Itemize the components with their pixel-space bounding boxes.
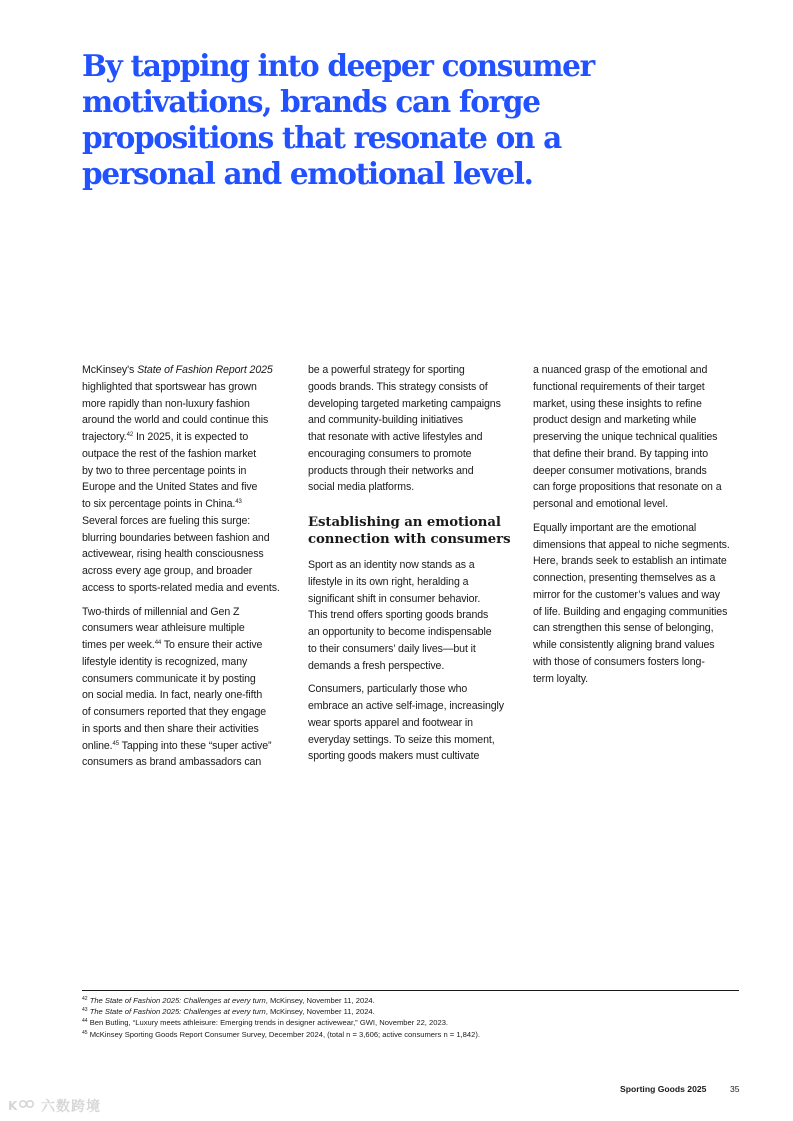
text-line: by two to three percentage points in [82,464,247,477]
text-line: to their consumers’ daily lives—but it [308,642,476,655]
text-line: deeper consumer motivations, brands [533,464,707,477]
paragraph [308,557,520,674]
text-line: consumers communicate it by posting [82,672,256,685]
pull-quote-headline [82,48,594,192]
paragraph [82,362,294,597]
footnote-divider [82,990,739,991]
text-line [82,738,294,755]
text-span: McKinsey's [82,364,138,376]
text-line: lifestyle identity is recognized, many [82,655,248,668]
svg-text:K: K [8,1099,18,1113]
text-span: In 2025, it is expected to [133,431,249,443]
text-line: that define their brand. By tapping into [533,447,709,460]
text-line: with those of consumers fosters long- [533,655,705,668]
text-line: blurring boundaries between fashion and [82,531,270,544]
text-line: significant shift in consumer behavior. [308,592,481,605]
text-line: demands a fresh perspective. [308,659,445,672]
footnote [82,1006,480,1017]
text-line: more rapidly than non-luxury fashion [82,397,250,410]
text-line: market, using these insights to refine [533,397,702,410]
text-line: Several forces are fueling this surge: [82,514,251,527]
subheading-line: Establishing an emotional [308,515,501,530]
text-line: functional requirements of their target [533,380,705,393]
paragraph [533,520,745,688]
text-line: across every age group, and broader [82,565,253,577]
text-line: encouraging consumers to promote [308,447,472,460]
text-line: Sport as an identity now stands as a [308,559,475,571]
text-line: outpace the rest of the fashion market [82,447,257,460]
footnote-text: Ben Butling, “Luxury meets athleisure: Emerging trends in designer activewear,” GWI, November 22, 2023. [89,1018,449,1028]
footnotes [82,995,480,1040]
text-line: Here, brands seek to establish an intimate [533,555,727,568]
subheading-line: connection with consumers [308,532,511,547]
text-line: Europe and the United States and five [82,481,258,494]
footnote-text: McKinsey Sporting Goods Report Consumer Survey, December 2024, (total n = 3,606; active consumers n = 1,842). [89,1029,480,1039]
paragraph [82,604,294,772]
paragraph [308,681,520,765]
text-line: in sports and then share their activities [82,722,259,735]
text-span: trajectory. [82,431,127,443]
section-subheading [308,514,520,548]
footnote [82,1029,480,1040]
footnote-number: 44 [82,1018,88,1025]
text-line: mirror for the customer’s values and way [533,588,720,601]
text-line: on social media. In fact, nearly one-fifth [82,689,263,702]
text-line: Two-thirds of millennial and Gen Z [82,605,240,618]
text-line: preserving the unique technical qualities [533,431,718,443]
paragraph [533,362,745,513]
text-line: access to sports-related media and events. [82,581,280,594]
footer-report-title: Sporting Goods 2025 [620,1084,707,1094]
footnote-title: The State of Fashion 2025: Challenges at every turn [89,1007,266,1017]
text-line: can forge propositions that resonate on a [533,481,722,494]
text-line: goods brands. This strategy consists of [308,380,488,393]
text-line: be a powerful strategy for sporting [308,364,465,376]
text-line: developing targeted marketing campaigns [308,397,501,410]
text-span: to six percentage points in China. [82,498,236,510]
footnote-number: 43 [82,1007,88,1014]
text-line: embrace an active self-image, increasingly [308,700,504,712]
text-line: This trend offers sporting goods brands [308,609,489,622]
text-span: online. [82,739,113,752]
text-line: lifestyle in its own right, heralding a [308,575,469,588]
text-line: wear sports apparel and footwear in [308,716,473,729]
paragraph [308,362,520,496]
headline-line: motivations, brands can forge [82,84,540,119]
text-span: To ensure their active [161,639,263,651]
text-line: Equally important are the emotional [533,521,697,534]
body-column-1 [82,362,294,778]
headline-line: propositions that resonate on a [82,120,561,155]
text-line: personal and emotional level. [533,498,668,510]
footnote-number: 45 [82,1029,88,1036]
footnote [82,995,480,1006]
text-line: dimensions that appeal to niche segments. [533,538,730,551]
text-line [82,496,294,513]
text-line: social media platforms. [308,481,415,494]
footnote-ref: 42 [126,432,134,438]
headline-line: By tapping into deeper consumer [82,48,594,83]
text-line: consumers as brand ambassadors can [82,756,262,769]
body-column-2 [308,362,520,772]
text-line: of consumers reported that they engage [82,706,267,718]
text-line: highlighted that sportswear has grown [82,380,257,393]
watermark [8,1096,101,1116]
text-line: everyday settings. To seize this moment, [308,733,495,746]
footnote-ref: 43 [235,499,242,505]
watermark-logo-icon [8,1098,36,1114]
text-line: activewear, rising health consciousness [82,548,264,561]
footnote-number: 42 [82,996,88,1002]
text-line: and community-building initiatives [308,414,463,427]
text-span: Tapping into these “super active” [119,739,272,752]
text-line: an opportunity to become indispensable [308,626,492,638]
text-line: consumers wear athleisure multiple [82,622,245,635]
text-line: sporting goods makers must cultivate [308,750,480,763]
footnote [82,1017,480,1028]
footnote-title: The State of Fashion 2025: Challenges at every turn [89,996,266,1005]
page-number: 35 [730,1084,740,1094]
text-line: connection, presenting themselves as a [533,572,716,584]
footnote-text: , McKinsey, November 11, 2024. [265,1007,375,1017]
text-line: Consumers, particularly those who [308,683,468,696]
headline-line: personal and emotional level. [82,156,533,191]
body-column-3 [533,362,745,694]
text-line: of life. Building and engaging communities [533,605,728,618]
text-line: term loyalty. [533,672,589,685]
text-line: products through their networks and [308,464,474,477]
text-line: while consistently aligning brand values [533,639,715,651]
report-title: State of Fashion Report 2025 [137,364,273,376]
footnote-text: , McKinsey, November 11, 2024. [265,996,375,1005]
text-line: can strengthen this sense of belonging, [533,622,714,635]
text-line: around the world and could continue this [82,414,269,427]
text-line [82,637,294,654]
footnote-ref: 45 [112,740,120,747]
text-line [82,362,294,379]
text-line: that resonate with active lifestyles and [308,431,483,443]
footnote-ref: 44 [154,640,162,646]
watermark-text: 六数跨境 [41,1098,101,1114]
text-line: product design and marketing while [533,414,697,427]
text-line: a nuanced grasp of the emotional and [533,364,708,376]
text-span: times per week. [82,639,155,651]
text-line [82,429,294,446]
